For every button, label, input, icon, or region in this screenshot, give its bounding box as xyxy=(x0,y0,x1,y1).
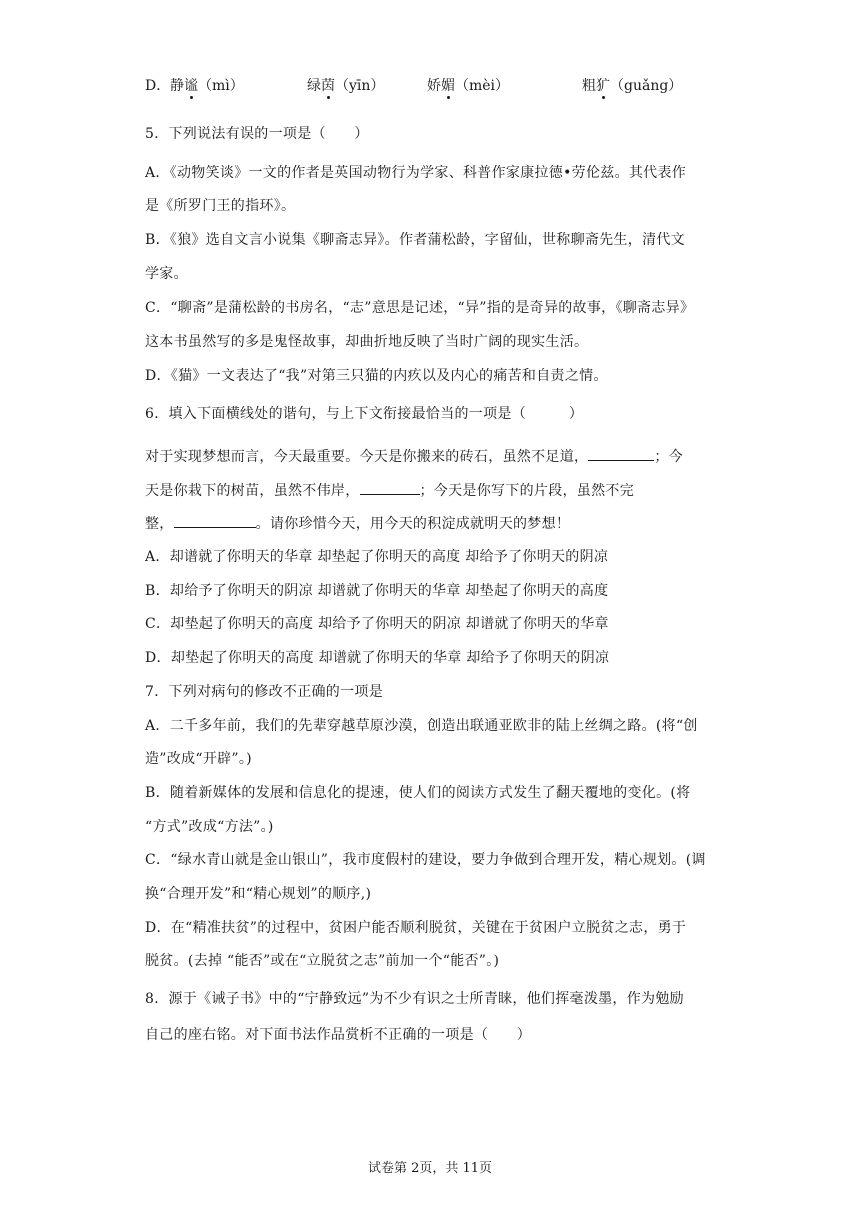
q6-blank-3 xyxy=(174,513,256,528)
q6-option-b: B．却给予了你明天的阴凉 却谱就了你明天的华章 却垫起了你明天的高度 xyxy=(145,583,609,599)
q4-d-label: D． xyxy=(145,78,171,94)
q6-stem: 6．填入下面横线处的谐句，与上下文衔接最恰当的一项是（ ） xyxy=(145,406,584,422)
q7-option-b: B．随着新媒体的发展和信息化的提速，使人们的阅读方式发生了翻天覆地的变化。(将 xyxy=(145,785,691,801)
q5-option-a: A．《动物笑谈》一文的作者是英国动物行为学家、科普作家康拉德•劳伦兹。其代表作 xyxy=(145,165,687,181)
q4-d-word-1: 静谧（mì） xyxy=(170,78,244,94)
q4-d-word-4: 粗犷（guǎng） xyxy=(582,78,683,94)
q7-option-b-cont: “方式”改成“方法”。) xyxy=(145,819,274,835)
q4-d-word-3: 娇媚（mèi） xyxy=(427,78,510,94)
q6-option-c: C．却垫起了你明天的高度 却给予了你明天的阴凉 却谱就了你明天的华章 xyxy=(145,616,609,632)
q7-option-c: C．“绿水青山就是金山银山”，我市度假村的建设，要力争做到合理开发，精心规划。(调 xyxy=(145,852,706,868)
q7-stem: 7．下列对病句的修改不正确的一项是 xyxy=(145,684,384,700)
page-footer: 试卷第 2页，共 11页 xyxy=(367,1161,493,1176)
q5-option-b: B．《狼》选自文言小说集《聊斋志异》。作者蒲松龄，字留仙，世称聊斋先生，清代文 xyxy=(145,232,685,248)
q5-option-d: D．《猫》一文表达了“我”对第三只猫的内疚以及内心的痛苦和自责之情。 xyxy=(145,368,608,384)
q5-stem: 5．下列说法有误的一项是（ ） xyxy=(145,126,369,142)
q5-option-c: C．“聊斋”是蒲松龄的书房名，“志”意思是记述，“异”指的是奇异的故事，《聊斋志异》 xyxy=(145,300,695,316)
q7-option-a-cont: 造”改成“开辟”。) xyxy=(145,751,252,767)
q6-passage-line-1: 对于实现梦想而言，今天最重要。今天是你搬来的砖石，虽然不足道， ；今 xyxy=(145,446,725,467)
q8-stem: 8．源于《诫子书》中的“宁静致远”为不少有识之士所青睐，他们挥毫泼墨，作为勉励 xyxy=(145,991,684,1007)
q7-option-d: D．在“精准扶贫”的过程中，贫困户能否顺利脱贫，关键在于贫困户立脱贫之志，勇于 xyxy=(145,920,687,936)
q6-passage-line-2: 天是你栽下的树苗，虽然不伟岸， ；今天是你写下的片段，虽然不完 xyxy=(145,480,725,501)
q5-option-c-cont: 这本书虽然写的多是鬼怪故事，却曲折地反映了当时广阔的现实生活。 xyxy=(145,334,589,350)
q7-option-d-cont: 脱贫。(去掉 “能否”或在“立脱贫之志”前加一个“能否”。) xyxy=(145,953,500,969)
q6-option-d: D．却垫起了你明天的高度 却谱就了你明天的华章 却给予了你明天的阴凉 xyxy=(145,650,610,666)
q5-option-b-cont: 学家。 xyxy=(145,266,188,282)
q6-option-a: A．却谱就了你明天的华章 却垫起了你明天的高度 却给予了你明天的阴凉 xyxy=(145,549,609,565)
q6-passage-line-3: 整， 。请你珍惜今天，用今天的积淀成就明天的梦想！ xyxy=(145,513,725,534)
q6-blank-2 xyxy=(360,480,420,495)
q8-stem-cont: 自己的座右铭。对下面书法作品赏析不正确的一项是（ ） xyxy=(145,1027,532,1043)
q4-d-word-2: 绿茵（yīn） xyxy=(307,78,385,94)
q7-option-c-cont: 换“合理开发”和“精心规划”的顺序,) xyxy=(145,886,372,902)
q5-option-a-cont: 是《所罗门王的指环》。 xyxy=(145,198,296,214)
q6-blank-1 xyxy=(588,446,654,461)
q7-option-a: A．二千多年前，我们的先辈穿越草原沙漠，创造出联通亚欧非的陆上丝绸之路。(将“创 xyxy=(145,718,698,734)
